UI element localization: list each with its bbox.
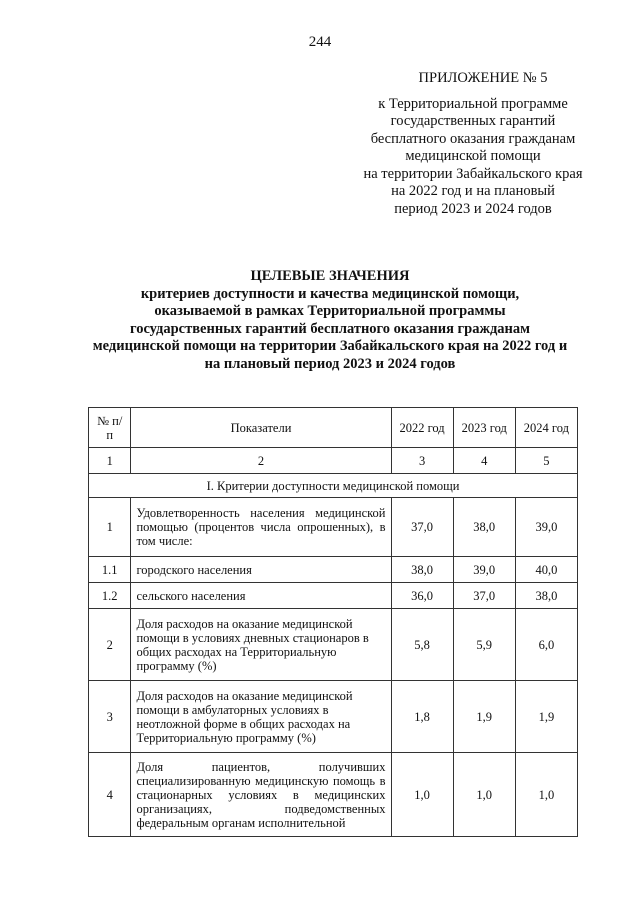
row-value-2023: 1,0 bbox=[453, 753, 515, 837]
criteria-table bbox=[88, 407, 578, 837]
row-value-2023: 1,9 bbox=[453, 681, 515, 753]
column-number: 2 bbox=[131, 448, 391, 474]
row-num: 3 bbox=[89, 681, 131, 753]
appendix-line: к Территориальной программе bbox=[378, 95, 568, 112]
row-indicator: Доля пациентов, получивших специализированную медицинскую помощь в стационарных условиях в медицинских организациях, подведомственных федеральным органам исполнительной bbox=[131, 753, 391, 837]
header-2024: 2024 год bbox=[515, 408, 577, 448]
document-heading bbox=[60, 268, 600, 373]
table-row bbox=[89, 609, 578, 681]
table-row bbox=[89, 753, 578, 837]
row-value-2023: 5,9 bbox=[453, 609, 515, 681]
row-num: 4 bbox=[89, 753, 131, 837]
appendix-line: медицинской помощи bbox=[405, 148, 541, 164]
row-num: 1 bbox=[89, 498, 131, 557]
heading-title: ЦЕЛЕВЫЕ ЗНАЧЕНИЯ bbox=[250, 268, 410, 284]
row-num: 1.2 bbox=[89, 583, 131, 609]
appendix-line: период 2023 и 2024 годов bbox=[394, 200, 552, 217]
appendix-block bbox=[348, 70, 598, 218]
column-number-row bbox=[89, 448, 578, 474]
table-row bbox=[89, 583, 578, 609]
row-value-2022: 1,0 bbox=[391, 753, 453, 837]
row-num: 1.1 bbox=[89, 557, 131, 583]
row-value-2023: 37,0 bbox=[453, 583, 515, 609]
row-value-2024: 1,9 bbox=[515, 681, 577, 753]
heading-line: медицинской помощи на территории Забайкальского края на 2022 год и bbox=[92, 338, 568, 354]
column-number: 3 bbox=[391, 448, 453, 474]
row-value-2024: 40,0 bbox=[515, 557, 577, 583]
section-title: I. Критерии доступности медицинской помощи bbox=[89, 474, 578, 498]
row-value-2024: 6,0 bbox=[515, 609, 577, 681]
appendix-line: на территории Забайкальского края bbox=[363, 165, 583, 182]
row-value-2024: 39,0 bbox=[515, 498, 577, 557]
heading-line: критериев доступности и качества медицинской помощи, bbox=[140, 285, 520, 302]
column-number: 4 bbox=[453, 448, 515, 474]
column-number: 1 bbox=[89, 448, 131, 474]
row-value-2022: 1,8 bbox=[391, 681, 453, 753]
row-value-2022: 5,8 bbox=[391, 609, 453, 681]
page-number: 244 bbox=[308, 34, 332, 50]
appendix-line: на 2022 год и на плановый bbox=[391, 183, 555, 199]
heading-line: государственных гарантий бесплатного оказания гражданам bbox=[129, 320, 531, 337]
row-value-2024: 38,0 bbox=[515, 583, 577, 609]
row-indicator: городского населения bbox=[131, 557, 391, 583]
row-value-2024: 1,0 bbox=[515, 753, 577, 837]
table-row bbox=[89, 681, 578, 753]
section-row bbox=[89, 474, 578, 498]
row-indicator: Доля расходов на оказание медицинской помощи в условиях дневных стационаров в общих расходах на Территориальную программу (%) bbox=[131, 609, 391, 681]
table-row bbox=[89, 557, 578, 583]
header-indicator: Показатели bbox=[131, 408, 391, 448]
row-indicator: Доля расходов на оказание медицинской помощи в амбулаторных условиях в неотложной форме в общих расходах на Территориальную программу (%) bbox=[131, 681, 391, 753]
heading-line: на плановый период 2023 и 2024 годов bbox=[204, 355, 456, 372]
heading-line: оказываемой в рамках Территориальной программы bbox=[154, 303, 506, 319]
row-value-2023: 39,0 bbox=[453, 557, 515, 583]
table-row bbox=[89, 498, 578, 557]
row-value-2022: 38,0 bbox=[391, 557, 453, 583]
row-num: 2 bbox=[89, 609, 131, 681]
header-2022: 2022 год bbox=[391, 408, 453, 448]
appendix-line: государственных гарантий bbox=[390, 113, 556, 129]
appendix-line: бесплатного оказания гражданам bbox=[370, 130, 576, 147]
table-header-row bbox=[89, 408, 578, 448]
row-value-2022: 36,0 bbox=[391, 583, 453, 609]
header-2023: 2023 год bbox=[453, 408, 515, 448]
column-number: 5 bbox=[515, 448, 577, 474]
row-indicator: Удовлетворенность населения медицинской помощью (процентов числа опрошенных), в том числе: bbox=[131, 498, 391, 557]
row-value-2022: 37,0 bbox=[391, 498, 453, 557]
header-num: № п/п bbox=[89, 408, 131, 448]
appendix-title: ПРИЛОЖЕНИЕ № 5 bbox=[418, 70, 548, 86]
row-indicator: сельского населения bbox=[131, 583, 391, 609]
row-value-2023: 38,0 bbox=[453, 498, 515, 557]
